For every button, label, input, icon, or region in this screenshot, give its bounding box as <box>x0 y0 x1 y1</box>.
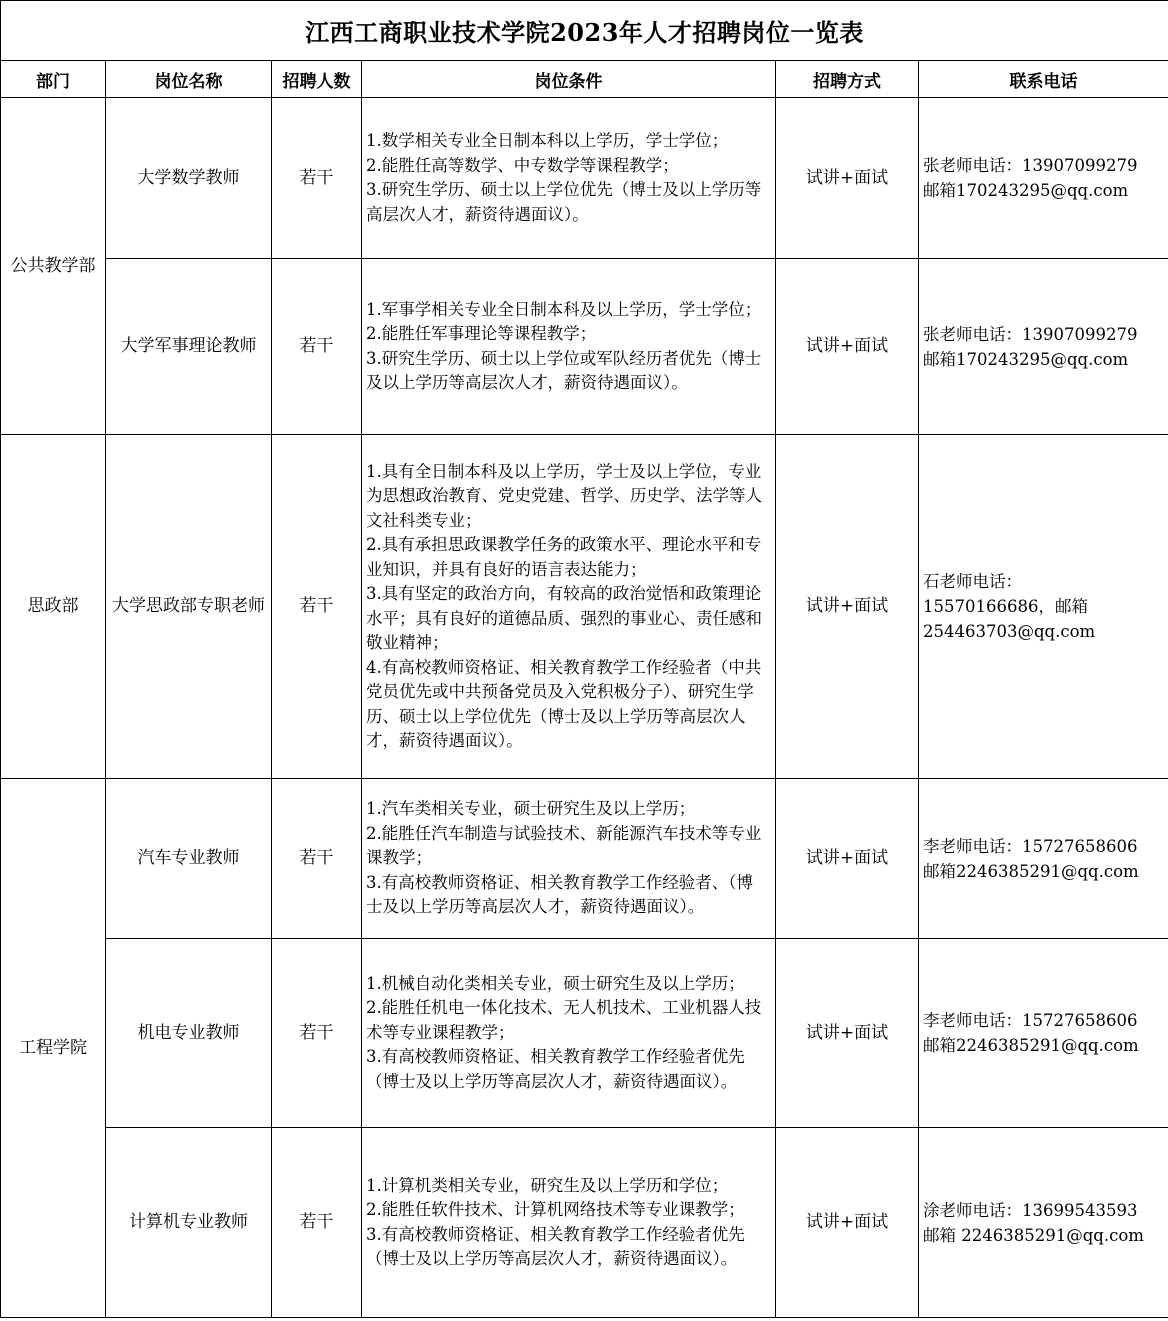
contact-email: 邮箱170243295@qq.com <box>923 349 1129 369</box>
count-cell: 若干 <box>272 939 362 1128</box>
header-method: 招聘方式 <box>776 61 919 98</box>
contact-cell <box>919 1128 1168 1318</box>
condition-item: 3.有高校教师资格证、相关教育教学工作经验者优先（博士及以上学历等高层次人才，薪资待遇面议）。 <box>366 1224 745 1268</box>
department-cell: 公共教学部 <box>1 98 106 435</box>
contact-phone: 张老师电话：13907099279 <box>923 156 1138 175</box>
header-contact: 联系电话 <box>919 61 1168 98</box>
header-count: 招聘人数 <box>272 61 362 98</box>
table-row <box>1 98 1168 259</box>
condition-item: 3.研究生学历、硕士以上学位或军队经历者优先（博士及以上学历等高层次人才，薪资待遇面议）。 <box>366 348 762 392</box>
condition-item: 3.具有坚定的政治方向，有较高的政治觉悟和政策理论水平；具有良好的道德品质、强烈的事业心、责任感和敬业精神； <box>366 584 762 652</box>
condition-item: 2.能胜任高等数学、中专数学等课程教学； <box>366 155 679 175</box>
header-department: 部门 <box>1 61 106 98</box>
contact-phone: 涂老师电话：13699543593 <box>923 1200 1138 1220</box>
table-row <box>1 435 1168 779</box>
count-cell: 若干 <box>272 1128 362 1318</box>
condition-item: 2.能胜任军事理论等课程教学； <box>366 324 597 343</box>
method-cell: 试讲+面试 <box>776 1128 919 1318</box>
contact-email: 邮箱170243295@qq.com <box>923 181 1129 200</box>
method-cell: 试讲+面试 <box>776 259 919 435</box>
contact-email: 邮箱2246385291@qq.com <box>923 1036 1139 1055</box>
contact-cell <box>919 98 1168 259</box>
condition-item: 2.能胜任汽车制造与试验技术、新能源汽车技术等专业课教学； <box>366 823 762 868</box>
count-cell: 若干 <box>272 779 362 939</box>
conditions-cell <box>362 939 776 1128</box>
condition-item: 1.具有全日制本科及以上学历，学士及以上学位，专业为思想政治教育、党史党建、哲学、历史学、法学等人文社科类专业； <box>366 461 762 530</box>
table-row <box>1 259 1168 435</box>
department-cell: 工程学院 <box>1 779 106 1318</box>
contact-cell <box>919 259 1168 435</box>
contact-cell <box>919 939 1168 1128</box>
method-cell: 试讲+面试 <box>776 435 919 779</box>
department-cell: 思政部 <box>1 435 106 779</box>
contact-email: 254463703@qq.com <box>923 622 1096 641</box>
contact-cell <box>919 435 1168 779</box>
table-row <box>1 939 1168 1128</box>
conditions-cell <box>362 98 776 259</box>
condition-item: 1.计算机类相关专业，研究生及以上学历和学位； <box>366 1175 729 1195</box>
contact-phone: 张老师电话：13907099279 <box>923 324 1138 344</box>
count-cell: 若干 <box>272 98 362 259</box>
contact-phone: 李老师电话：15727658606 <box>923 1011 1138 1030</box>
position-cell: 大学思政部专职老师 <box>106 435 272 779</box>
table-row <box>1 779 1168 939</box>
condition-item: 2.具有承担思政课教学任务的政策水平、理论水平和专业知识，并具有良好的语言表达能力； <box>366 535 762 579</box>
count-cell: 若干 <box>272 435 362 779</box>
condition-item: 2.能胜任机电一体化技术、无人机技术、工业机器人技术等专业课程教学； <box>366 998 762 1042</box>
method-cell: 试讲+面试 <box>776 98 919 259</box>
conditions-cell <box>362 779 776 939</box>
position-cell: 大学军事理论教师 <box>106 259 272 435</box>
contact-phone: 李老师电话：15727658606 <box>923 836 1138 856</box>
conditions-cell <box>362 1128 776 1318</box>
method-cell: 试讲+面试 <box>776 939 919 1128</box>
condition-item: 4.有高校教师资格证、相关教育教学工作经验者（中共党员优先或中共预备党员及入党积极分子）、研究生学历、硕士以上学位优先（博士及以上学历等高层次人才，薪资待遇面议）。 <box>366 657 762 750</box>
conditions-cell <box>362 259 776 435</box>
header-row <box>1 61 1168 98</box>
contact-cell <box>919 779 1168 939</box>
method-cell: 试讲+面试 <box>776 779 919 939</box>
position-cell: 汽车专业教师 <box>106 779 272 939</box>
condition-item: 1.机械自动化类相关专业，硕士研究生及以上学历； <box>366 973 745 993</box>
contact-email: 邮箱 2246385291@qq.com <box>923 1225 1144 1245</box>
contact-email: 邮箱2246385291@qq.com <box>923 861 1139 881</box>
condition-item: 3.研究生学历、硕士以上学位优先（博士及以上学历等高层次人才，薪资待遇面议）。 <box>366 180 762 224</box>
conditions-cell <box>362 435 776 779</box>
table-row <box>1 1128 1168 1318</box>
position-cell: 大学数学教师 <box>106 98 272 259</box>
contact-phone: 石老师电话： <box>923 572 1022 591</box>
condition-item: 1.军事学相关专业全日制本科及以上学历，学士学位； <box>366 299 762 319</box>
condition-item: 3.有高校教师资格证、相关教育教学工作经验者优先（博士及以上学历等高层次人才，薪资待遇面议）。 <box>366 1047 745 1091</box>
contact-phone-number: 15570166686，邮箱 <box>923 597 1088 616</box>
header-position: 岗位名称 <box>106 61 272 98</box>
count-cell: 若干 <box>272 259 362 435</box>
condition-item: 2.能胜任软件技术、计算机网络技术等专业课教学； <box>366 1200 745 1219</box>
condition-item: 1.数学相关专业全日制本科以上学历，学士学位； <box>366 131 729 150</box>
position-cell: 计算机专业教师 <box>106 1128 272 1318</box>
condition-item: 1.汽车类相关专业，硕士研究生及以上学历； <box>366 799 696 819</box>
page-title: 江西工商职业技术学院2023年人才招聘岗位一览表 <box>1 1 1168 61</box>
position-cell: 机电专业教师 <box>106 939 272 1128</box>
condition-item: 3.有高校教师资格证、相关教育教学工作经验者、（博士及以上学历等高层次人才，薪资待遇面议）。 <box>366 872 753 917</box>
header-conditions: 岗位条件 <box>362 61 776 98</box>
